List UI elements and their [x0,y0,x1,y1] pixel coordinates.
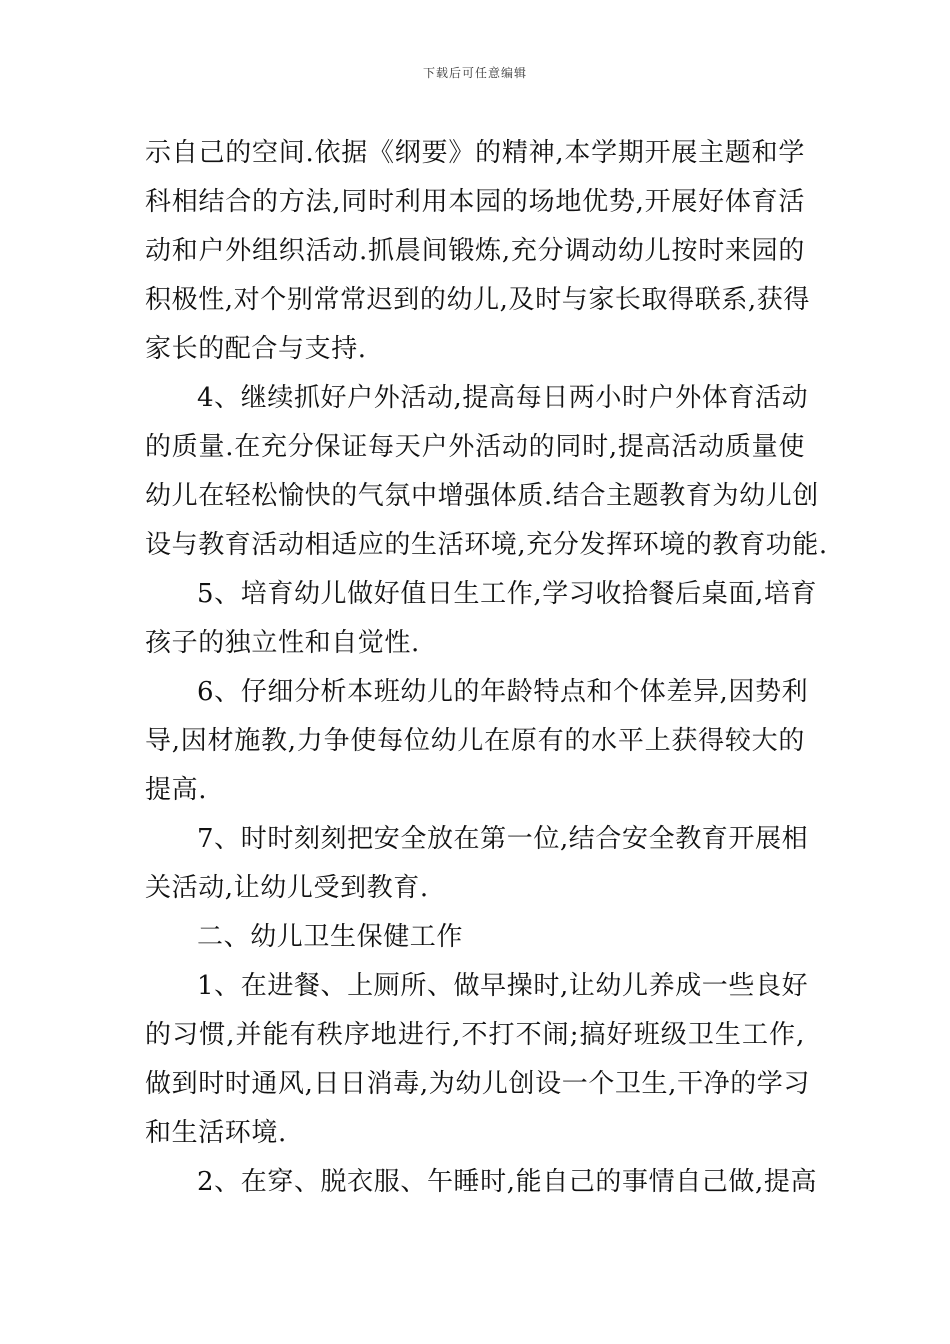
section-heading: 二、幼儿卫生保健工作 [197,922,464,952]
page-header: 下载后可任意编辑 [422,66,527,80]
document-body [145,129,828,1207]
paragraph-start-line: 5、培育幼儿做好值日生工作,学习收拾餐后桌面,培育 [197,579,818,609]
text-line: 关活动,让幼儿受到教育. [145,873,429,903]
text-line: 和生活环境. [145,1118,287,1148]
text-line: 科相结合的方法,同时利用本园的场地优势,开展好体育活 [145,187,805,217]
paragraph-start-line: 4、继续抓好户外活动,提高每日两小时户外体育活动 [197,383,809,413]
text-line: 孩子的独立性和自觉性. [145,628,420,658]
text-line: 的习惯,并能有秩序地进行,不打不闹;搞好班级卫生工作, [145,1020,805,1050]
paragraph-start-line: 6、仔细分析本班幼儿的年龄特点和个体差异,因势利 [197,677,809,707]
text-line: 家长的配合与支持. [145,334,367,364]
paragraph-start-line: 7、时时刻刻把安全放在第一位,结合安全教育开展相 [197,824,809,854]
text-line: 提高. [145,775,208,805]
paragraph-start-line: 2、在穿、脱衣服、午睡时,能自己的事情自己做,提高 [197,1167,818,1197]
paragraph-start-line: 1、在进餐、上厕所、做早操时,让幼儿养成一些良好 [197,971,809,1001]
text-line: 导,因材施教,力争使每位幼儿在原有的水平上获得较大的 [145,726,805,756]
text-line: 示自己的空间.依据《纲要》的精神,本学期开展主题和学 [145,138,805,168]
text-line: 幼儿在轻松愉快的气氛中增强体质.结合主题教育为幼儿创 [145,481,819,511]
text-line: 做到时时通风,日日消毒,为幼儿创设一个卫生,干净的学习 [145,1069,810,1099]
text-line: 设与教育活动相适应的生活环境,充分发挥环境的教育功能. [145,530,828,560]
text-line: 积极性,对个别常常迟到的幼儿,及时与家长取得联系,获得 [145,285,810,315]
text-line: 的质量.在充分保证每天户外活动的同时,提高活动质量使 [145,432,805,462]
text-line: 动和户外组织活动.抓晨间锻炼,充分调动幼儿按时来园的 [145,236,805,266]
